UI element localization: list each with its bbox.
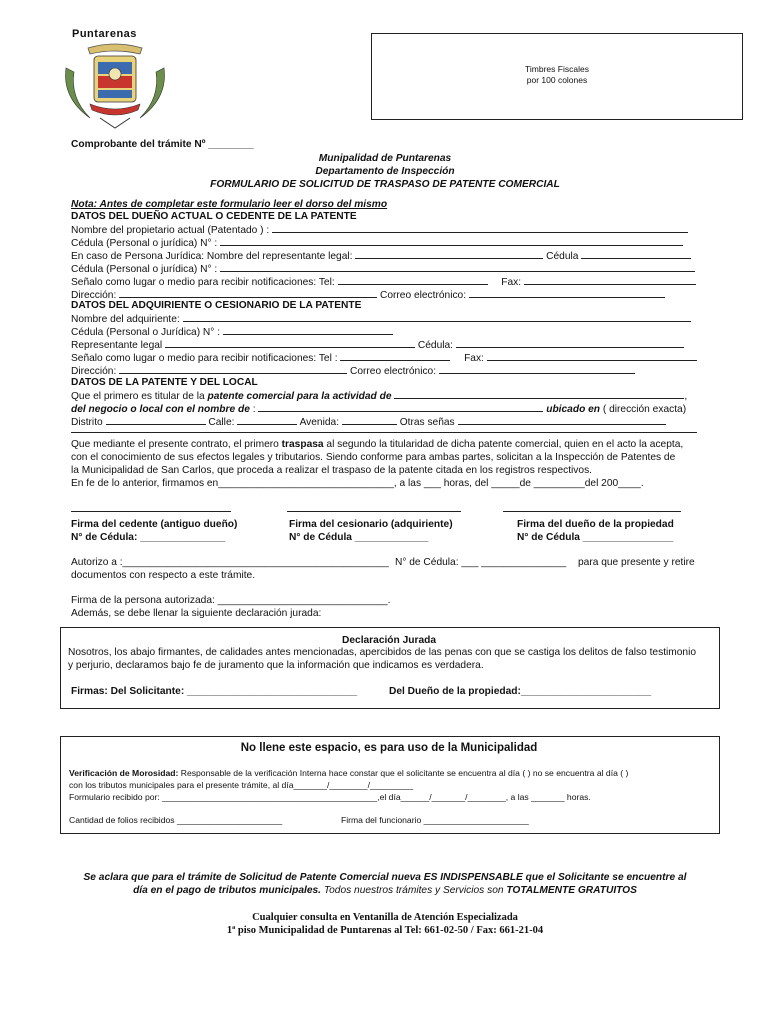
legal-rep-label: En caso de Persona Jurídica: Nombre del representante legal:: [71, 251, 353, 262]
arrears-text: Responsable de la verificación Interna hace constar que el solicitante se encuentra al día ( ) no se encuentra al día ( ): [178, 768, 629, 778]
declaration-instruction: Además, se debe llenar la siguiente declaración jurada:: [71, 608, 322, 619]
acquirer-tel-field[interactable]: [340, 351, 450, 361]
stamp-label-2: por 100 colones: [526, 75, 588, 85]
section-heading-current-owner: DATOS DEL DUEÑO ACTUAL O CEDENTE DE LA PATENTE: [71, 211, 357, 222]
owner-id-label: Cédula (Personal o jurídica) N° :: [71, 238, 218, 249]
owner-email-label: Correo electrónico:: [379, 290, 467, 301]
acquirer-fax-label: Fax:: [464, 353, 484, 364]
acquirer-fax-field[interactable]: [487, 351, 697, 361]
signature-property-owner-id: N° de Cédula ________________: [517, 532, 674, 543]
signature-line-acquirer[interactable]: [287, 511, 461, 512]
owner-tel-field[interactable]: [338, 275, 488, 285]
exact-address-hint: ( dirección exacta): [602, 404, 687, 415]
location-extra-line[interactable]: [71, 432, 697, 433]
legal-rep-field[interactable]: [355, 249, 543, 259]
owner-fax-field[interactable]: [524, 275, 696, 285]
footer-note-2a: día en el pago de tributos municipales.: [133, 885, 322, 896]
signature-property-owner-label: Firma del dueño de la propiedad: [517, 519, 674, 530]
signature-acquirer-label: Firma del cesionario (adquiriente): [289, 519, 453, 530]
title-department: Departamento de Inspección: [315, 166, 455, 177]
other-signs-label: Otras señas: [399, 417, 455, 428]
authorize-purpose: para que presente y retire: [578, 557, 695, 568]
receipt-number: Comprobante del trámite Nº ________: [71, 139, 254, 150]
owner-email-field[interactable]: [469, 288, 665, 298]
business-name-field[interactable]: [258, 402, 543, 412]
signature-transferor-label: Firma del cedente (antiguo dueño): [71, 519, 238, 530]
stamp-label-1: Timbres Fiscales: [525, 64, 589, 74]
rep-id-row: [71, 262, 695, 276]
signature-line-transferor[interactable]: [71, 511, 231, 512]
legal-rep-row: [71, 249, 691, 263]
footer-note-2b: Todos nuestros trámites y Servicios son: [321, 885, 507, 896]
rep-id-field[interactable]: [220, 262, 695, 272]
acquirer-tel-label: Señalo como lugar o medio para recibir notificaciones: Tel :: [71, 353, 338, 364]
coat-of-arms-icon: [60, 38, 170, 130]
authorized-person-signature[interactable]: Firma de la persona autorizada: ______________________________.: [71, 595, 391, 606]
acquirer-name-row: [71, 312, 691, 326]
legal-rep-id-label: Cédula: [546, 251, 579, 262]
arrears-label: Verificación de Morosidad:: [69, 768, 179, 778]
business-name-row: del negocio o local con el nombre de : ubicado en ( dirección exacta): [71, 404, 687, 415]
body-paragraph-1: [71, 438, 683, 451]
acquirer-contact-row: [71, 351, 697, 365]
body-paragraph-4: En fe de lo anterior, firmamos en_______________________________, a las ___ horas, del _____de _________del 200____.: [71, 478, 644, 489]
owner-id-field[interactable]: [220, 236, 683, 246]
sworn-declaration-text-2: y perjurio, declaramos bajo fe de juramento que la información que indicamos es verdadera.: [68, 660, 484, 671]
location-label: ubicado en: [546, 404, 601, 415]
acquirer-rep-id-label: Cédula:: [417, 340, 453, 351]
acquirer-id-row: [71, 325, 393, 339]
patent-activity-field[interactable]: [394, 389, 684, 399]
acquirer-name-field[interactable]: [183, 312, 691, 322]
section-heading-patent: DATOS DE LA PATENTE Y DEL LOCAL: [71, 377, 258, 388]
district-field[interactable]: [106, 415, 206, 425]
avenue-field[interactable]: [342, 415, 397, 425]
acquirer-rep-label: Representante legal: [71, 340, 163, 351]
municipal-use-title: No llene este espacio, es para uso de la Municipalidad: [240, 742, 538, 754]
acquirer-address-label: Dirección:: [71, 366, 117, 377]
avenue-label: Avenida:: [299, 417, 340, 428]
acquirer-rep-id-field[interactable]: [456, 338, 684, 348]
tax-stamp-box: [371, 33, 743, 120]
street-field[interactable]: [237, 415, 297, 425]
other-signs-field[interactable]: [458, 415, 666, 425]
owner-name-field[interactable]: [272, 223, 688, 233]
street-label: Calle:: [208, 417, 235, 428]
body-p1-transfer: traspasa: [281, 439, 324, 450]
acquirer-name-label: Nombre del adquiriente:: [71, 314, 180, 325]
note: Nota: Antes de completar este formulario leer el dorso del mismo: [71, 199, 388, 210]
district-label: Distrito: [71, 417, 103, 428]
patent-activity-row: Que el primero es titular de la patente comercial para la actividad de ,: [71, 391, 688, 402]
body-paragraph-2: con el conocimiento de sus efectos legales y tributarios. Siendo conforme para ambas partes, solicitan a la Inspección de Patentes de: [71, 452, 676, 463]
acquirer-id-label: Cédula (Personal o Jurídica) N° :: [71, 327, 221, 338]
owner-contact-row: [71, 275, 696, 289]
acquirer-rep-field[interactable]: [165, 338, 415, 348]
footer-note-1: Se aclara que para el trámite de Solicitud de Patente Comercial nueva ES INDISPENSABLE que el Solicitante se encuentre al: [83, 872, 687, 883]
acquirer-id-field[interactable]: [223, 325, 393, 335]
owner-address-field[interactable]: [119, 288, 377, 298]
owner-name-label: Nombre del propietario actual (Patentado ) :: [71, 225, 270, 236]
owner-name-row: [71, 223, 688, 237]
owner-id-row: [71, 236, 683, 250]
contact-line-1: Cualquier consulta en Ventanilla de Atención Especializada: [252, 912, 518, 923]
patent-activity-label: patente comercial para la actividad de: [207, 391, 392, 402]
received-by-line[interactable]: Formulario recibido por: _____________________________________________,el día______/_______/________, a las _______ horas.: [69, 792, 591, 802]
footer-note-2: [40, 884, 730, 897]
title-municipality: Munipalidad de Puntarenas: [318, 153, 452, 164]
signature-line-property-owner[interactable]: [503, 511, 681, 512]
owner-address-label: Dirección:: [71, 290, 117, 301]
section-heading-acquirer: DATOS DEL ADQUIRIENTE O CESIONARIO DE LA PATENTE: [71, 300, 362, 311]
authorize-documents: documentos con respecto a este trámite.: [71, 570, 256, 581]
property-owner-signature[interactable]: Del Dueño de la propiedad:_______________________: [389, 686, 652, 697]
logo-name: Puntarenas: [72, 28, 137, 40]
authorize-line[interactable]: Autorizo a :_______________________________________________: [71, 557, 389, 568]
contact-line-2: 1ª piso Municipalidad de Puntarenas al Tel: 661-02-50 / Fax: 661-21-04: [226, 925, 544, 936]
acquirer-address-field[interactable]: [119, 364, 347, 374]
arrears-date-line[interactable]: con los tributos municipales para el presente trámite, al día_______/________/_________: [69, 780, 413, 790]
body-paragraph-3: la Municipalidad de San Carlos, que proceda a realizar el traspaso de la patente citada en los registros respectivos.: [71, 465, 592, 476]
signature-transferor-id: N° de Cédula: _______________: [71, 532, 226, 543]
form-title: FORMULARIO DE SOLICITUD DE TRASPASO DE PATENTE COMERCIAL: [210, 179, 560, 190]
rep-id-label: Cédula (Personal o jurídica) N° :: [71, 264, 218, 275]
body-p1-a: Que mediante el presente contrato, el primero: [71, 439, 282, 450]
body-p1-c: al segundo la titularidad de dicha patente comercial, quien en el acto la acepta,: [323, 439, 684, 450]
authorize-id-line[interactable]: N° de Cédula: ___ _______________: [395, 557, 567, 568]
acquirer-email-label: Correo electrónico:: [349, 366, 437, 377]
applicant-signature[interactable]: Firmas: Del Solicitante: ______________________________: [71, 686, 358, 697]
business-name-label: del negocio o local con el nombre de: [71, 404, 250, 415]
owner-tel-label: Señalo como lugar o medio para recibir notificaciones: Tel:: [71, 277, 335, 288]
location-row: [71, 415, 666, 429]
acquirer-email-field[interactable]: [439, 364, 635, 374]
official-signature-line[interactable]: Firma del funcionario ______________________: [341, 815, 529, 825]
acquirer-rep-row: [71, 338, 684, 352]
folios-count-line[interactable]: Cantidad de folios recibidos ______________________: [69, 815, 283, 825]
footer-note-2c: TOTALMENTE GRATUITOS: [506, 885, 637, 896]
sworn-declaration-text-1: Nosotros, los abajo firmantes, de calidades antes mencionadas, apercibidos de las penas con que se castiga los delitos de falso testimonio: [68, 647, 697, 658]
sworn-declaration-title: Declaración Jurada: [342, 635, 436, 646]
patent-activity-prefix: Que el primero es titular de la: [71, 391, 208, 402]
logo: [60, 28, 170, 128]
legal-rep-id-field[interactable]: [581, 249, 691, 259]
signature-acquirer-id: N° de Cédula _____________: [289, 532, 429, 543]
owner-fax-label: Fax:: [501, 277, 522, 288]
